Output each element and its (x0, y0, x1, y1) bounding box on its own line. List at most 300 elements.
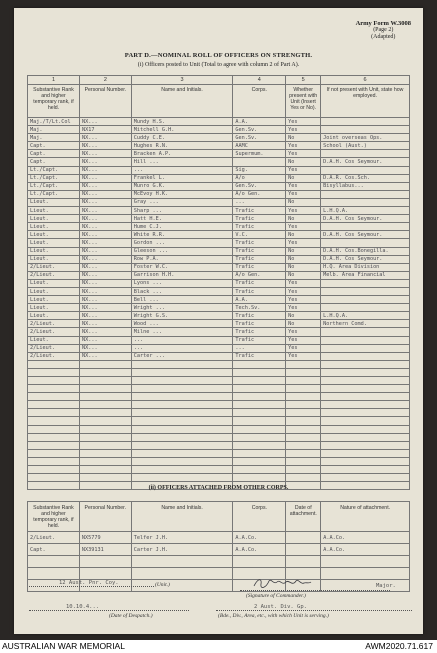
cell-personal-number: NX... (79, 182, 131, 190)
cell-personal-number: NX... (79, 231, 131, 239)
cell-present: No (286, 215, 321, 223)
header-corps: Corps. (233, 85, 286, 118)
cell-present: No (286, 320, 321, 328)
officer-row (28, 158, 410, 166)
cell-name: Bell ... (131, 296, 233, 304)
blank-cell (321, 393, 410, 401)
officers-on-strength-table (27, 75, 410, 490)
officer-row (28, 344, 410, 352)
officer-row (28, 328, 410, 336)
cell-personal-number: NX... (79, 174, 131, 182)
form-page: (Page 2) (373, 27, 394, 33)
attached-cell (321, 568, 410, 580)
cell-name: ... (131, 166, 233, 174)
attached-header-nature: Nature of attachment. (321, 502, 410, 532)
cell-name: Mitchell G.H. (131, 126, 233, 134)
officer-row (28, 182, 410, 190)
cell-present: Yes (286, 190, 321, 198)
blank-cell (286, 457, 321, 465)
blank-cell (28, 377, 80, 385)
blank-cell (79, 377, 131, 385)
blank-cell (233, 360, 286, 368)
cell-present: No (286, 247, 321, 255)
attached-cell: A.A.Co. (321, 532, 410, 544)
blank-cell (286, 466, 321, 474)
attached-cell: 2/Lieut. (28, 532, 80, 544)
header-rank: Substantive Rank and higher temporary rank, if held. (28, 85, 80, 118)
blank-cell (28, 441, 80, 449)
officer-row (28, 239, 410, 247)
cell-name: White R.R. (131, 231, 233, 239)
cell-personal-number: NX... (79, 304, 131, 312)
blank-cell (28, 474, 80, 482)
blank-row (28, 417, 410, 425)
cell-personal-number: NX... (79, 223, 131, 231)
cell-present: Yes (286, 296, 321, 304)
cell-name: Garrison H.H. (131, 271, 233, 279)
column-number-row (28, 76, 410, 85)
blank-cell (233, 449, 286, 457)
blank-cell (131, 441, 233, 449)
cell-personal-number: NX... (79, 263, 131, 271)
cell-name: Wood ... (131, 320, 233, 328)
header-present: Whether present with Unit (Insert Yes or No). (286, 85, 321, 118)
attached-cell (28, 568, 80, 580)
cell-employment (321, 336, 410, 344)
cell-rank: Maj. (28, 134, 80, 142)
officer-row (28, 304, 410, 312)
attached-cell: A.A.Co. (233, 532, 286, 544)
cell-personal-number: NX... (79, 158, 131, 166)
blank-cell (131, 474, 233, 482)
blank-cell (286, 441, 321, 449)
col-num: 4 (233, 76, 286, 85)
cell-rank: Lieut. (28, 223, 80, 231)
blank-row (28, 409, 410, 417)
blank-cell (321, 425, 410, 433)
attached-officer-row (28, 532, 410, 544)
blank-row (28, 425, 410, 433)
cell-employment: Bisyllabus... (321, 182, 410, 190)
cell-corps: Supermum. (233, 150, 286, 158)
cell-employment (321, 287, 410, 295)
attached-cell: Carter J.H. (131, 544, 233, 556)
cell-employment: Melb. Area Financial (321, 271, 410, 279)
cell-employment: Northern Comd. (321, 320, 410, 328)
blank-cell (286, 385, 321, 393)
cell-corps (233, 158, 286, 166)
blank-cell (79, 401, 131, 409)
blank-cell (28, 368, 80, 376)
cell-present: Yes (286, 287, 321, 295)
blank-cell (233, 425, 286, 433)
officer-row (28, 247, 410, 255)
blank-row (28, 449, 410, 457)
cell-personal-number: NX... (79, 150, 131, 158)
cell-corps: Trafic (233, 207, 286, 215)
document-page (14, 8, 423, 634)
cell-name: Row P.A. (131, 255, 233, 263)
cell-rank: Lieut. (28, 215, 80, 223)
attached-cell: Telfer J.H. (131, 532, 233, 544)
attached-header-personal-number: Personal Number. (79, 502, 131, 532)
cell-corps: Trafic (233, 312, 286, 320)
cell-name: Carter ... (131, 352, 233, 360)
blank-cell (28, 393, 80, 401)
cell-employment (321, 166, 410, 174)
cell-employment: H.Q. Area Division (321, 263, 410, 271)
cell-present: No (286, 134, 321, 142)
blank-cell (28, 409, 80, 417)
blank-cell (28, 449, 80, 457)
unit-line (29, 586, 154, 587)
blank-cell (79, 385, 131, 393)
cell-present: Yes (286, 118, 321, 126)
despatch-line (29, 610, 189, 611)
blank-cell (233, 368, 286, 376)
cell-employment: D.A.R. Cos.Sch. (321, 174, 410, 182)
attached-cell (286, 556, 321, 568)
formation-line (216, 610, 412, 611)
cell-corps: A.A. (233, 296, 286, 304)
col-num: 6 (321, 76, 410, 85)
cell-personal-number: NX... (79, 336, 131, 344)
cell-employment (321, 198, 410, 206)
attached-cell: Capt. (28, 544, 80, 556)
cell-corps: A/o Gen. (233, 190, 286, 198)
blank-cell (286, 417, 321, 425)
cell-name: Gleeson ... (131, 247, 233, 255)
cell-rank: Maj. (28, 126, 80, 134)
blank-cell (79, 417, 131, 425)
blank-cell (233, 385, 286, 393)
cell-present: Yes (286, 352, 321, 360)
cell-personal-number: NX... (79, 166, 131, 174)
blank-cell (321, 433, 410, 441)
officer-row (28, 279, 410, 287)
col-num: 3 (131, 76, 233, 85)
header-name: Name and Initials. (131, 85, 233, 118)
cell-employment (321, 328, 410, 336)
blank-cell (321, 466, 410, 474)
cell-rank: 2/Lieut. (28, 344, 80, 352)
attached-cell (79, 568, 131, 580)
cell-name: Black ... (131, 287, 233, 295)
cell-personal-number: NX... (79, 118, 131, 126)
cell-name: ... (131, 336, 233, 344)
formation-label: (Bde., Div., Area, etc., with which Unit is serving.) (218, 613, 329, 619)
cell-rank: Lieut. (28, 296, 80, 304)
blank-cell (131, 385, 233, 393)
blank-cell (321, 368, 410, 376)
cell-present: Yes (286, 344, 321, 352)
blank-cell (321, 441, 410, 449)
cell-present: Yes (286, 150, 321, 158)
blank-row (28, 474, 410, 482)
cell-corps: Trafic (233, 215, 286, 223)
cell-present: No (286, 198, 321, 206)
cell-present: Yes (286, 166, 321, 174)
attached-officer-row (28, 556, 410, 568)
attached-officer-row (28, 568, 410, 580)
cell-corps: Trafic (233, 336, 286, 344)
attached-cell (321, 556, 410, 568)
cell-present: Yes (286, 239, 321, 247)
cell-employment (321, 118, 410, 126)
caption-source: AUSTRALIAN WAR MEMORIAL (2, 641, 125, 651)
cell-present: No (286, 174, 321, 182)
cell-employment: School (Aust.) (321, 142, 410, 150)
blank-cell (321, 360, 410, 368)
blank-cell (28, 401, 80, 409)
formation-value: 2 Aust. Div. Gp. (254, 604, 307, 610)
officer-row (28, 190, 410, 198)
blank-cell (28, 425, 80, 433)
cell-rank: Lt./Capt. (28, 182, 80, 190)
cell-employment (321, 344, 410, 352)
blank-cell (286, 449, 321, 457)
cell-employment (321, 239, 410, 247)
blank-cell (131, 368, 233, 376)
unit-value: 12 Aust. Pnr. Coy. (59, 580, 119, 586)
cell-corps: Sig. (233, 166, 286, 174)
cell-rank: Lt./Capt. (28, 174, 80, 182)
blank-row (28, 393, 410, 401)
blank-cell (79, 368, 131, 376)
blank-cell (28, 417, 80, 425)
officer-row (28, 207, 410, 215)
cell-corps: AAMC (233, 142, 286, 150)
cell-employment (321, 304, 410, 312)
blank-cell (79, 457, 131, 465)
cell-present: Yes (286, 223, 321, 231)
cell-employment (321, 223, 410, 231)
blank-cell (79, 360, 131, 368)
cell-name: Mundy H.S. (131, 118, 233, 126)
blank-cell (79, 425, 131, 433)
cell-present: Yes (286, 304, 321, 312)
officer-row (28, 336, 410, 344)
officer-row (28, 142, 410, 150)
attached-cell (79, 556, 131, 568)
cell-corps: Trafic (233, 279, 286, 287)
attached-cell (286, 544, 321, 556)
cell-employment (321, 352, 410, 360)
cell-rank: Capt. (28, 158, 80, 166)
cell-employment: D.A.H. Cos Seymour. (321, 215, 410, 223)
cell-name: Gordon ... (131, 239, 233, 247)
cell-rank: Lieut. (28, 231, 80, 239)
cell-personal-number: NX... (79, 207, 131, 215)
attached-header-date: Date of attachment. (286, 502, 321, 532)
cell-personal-number: NX... (79, 271, 131, 279)
cell-name: Hill ... (131, 158, 233, 166)
cell-corps: Trafic (233, 239, 286, 247)
cell-employment (321, 190, 410, 198)
cell-employment: L.H.Q.A. (321, 312, 410, 320)
cell-rank: Capt. (28, 142, 80, 150)
cell-present: No (286, 158, 321, 166)
cell-rank: Lieut. (28, 279, 80, 287)
cell-personal-number: NX... (79, 344, 131, 352)
cell-employment (321, 279, 410, 287)
attached-cell: A.A.Co. (233, 544, 286, 556)
attached-header-rank: Substantive Rank and higher temporary rank, if held. (28, 502, 80, 532)
blank-cell (286, 377, 321, 385)
blank-cell (79, 409, 131, 417)
part-subtitle: (i) Officers posted to Unit (Total to agree with column 2 of Part A). (137, 62, 300, 68)
officer-row (28, 126, 410, 134)
blank-cell (286, 433, 321, 441)
blank-cell (321, 409, 410, 417)
cell-corps: Trafic (233, 287, 286, 295)
blank-cell (131, 417, 233, 425)
cell-name: Hatt H.E. (131, 215, 233, 223)
officer-row (28, 312, 410, 320)
header-personal-number: Personal Number. (79, 85, 131, 118)
cell-personal-number: NX... (79, 215, 131, 223)
blank-row (28, 457, 410, 465)
attached-officer-row (28, 544, 410, 556)
officer-row (28, 134, 410, 142)
cell-present: Yes (286, 328, 321, 336)
cell-present: No (286, 231, 321, 239)
attached-cell (286, 532, 321, 544)
cell-name: Hughes R.N. (131, 142, 233, 150)
blank-cell (233, 466, 286, 474)
blank-cell (131, 401, 233, 409)
blank-cell (131, 360, 233, 368)
blank-cell (321, 457, 410, 465)
cell-corps: V.C. (233, 231, 286, 239)
attached-header-row (28, 502, 410, 532)
caption-accession: AWM2020.71.617 (365, 641, 433, 651)
blank-cell (28, 457, 80, 465)
cell-rank: 2/Lieut. (28, 271, 80, 279)
cell-rank: Lt./Capt. (28, 166, 80, 174)
cell-corps: Trafic (233, 320, 286, 328)
cell-employment: D.A.H. Cos Seymour. (321, 231, 410, 239)
blank-cell (233, 409, 286, 417)
cell-name: Frankel L. (131, 174, 233, 182)
cell-rank: Lieut. (28, 255, 80, 263)
blank-cell (233, 417, 286, 425)
cell-rank: Lt./Capt. (28, 190, 80, 198)
blank-cell (321, 449, 410, 457)
blank-cell (286, 401, 321, 409)
blank-cell (131, 433, 233, 441)
col-num: 5 (286, 76, 321, 85)
cell-corps: A/o Gen. (233, 271, 286, 279)
blank-cell (233, 457, 286, 465)
blank-cell (131, 449, 233, 457)
cell-corps: A.A. (233, 118, 286, 126)
cell-employment (321, 150, 410, 158)
cell-corps: Gen.Sv. (233, 134, 286, 142)
blank-cell (321, 377, 410, 385)
cell-personal-number: NX... (79, 296, 131, 304)
cell-employment (321, 296, 410, 304)
commander-signature (252, 576, 312, 590)
blank-cell (79, 449, 131, 457)
officer-row (28, 352, 410, 360)
unit-label: (Unit.) (155, 582, 170, 588)
cell-rank: Lieut. (28, 304, 80, 312)
cell-rank: Lieut. (28, 287, 80, 295)
blank-row (28, 441, 410, 449)
attached-cell (233, 556, 286, 568)
commander-rank: Major. (376, 583, 396, 589)
officer-row (28, 296, 410, 304)
cell-name: Sharp ... (131, 207, 233, 215)
cell-rank: Lieut. (28, 239, 80, 247)
blank-row (28, 401, 410, 409)
officer-row (28, 166, 410, 174)
cell-present: Yes (286, 142, 321, 150)
cell-employment: D.A.H. Cos Seymour. (321, 158, 410, 166)
cell-personal-number: NX... (79, 320, 131, 328)
cell-personal-number: NX... (79, 352, 131, 360)
cell-corps: Gen.Sv. (233, 182, 286, 190)
attached-cell: A.A.Co. (321, 544, 410, 556)
blank-cell (286, 368, 321, 376)
cell-corps: Trafic (233, 352, 286, 360)
blank-cell (286, 474, 321, 482)
officer-row (28, 271, 410, 279)
cell-name: McEvoy H.K. (131, 190, 233, 198)
cell-personal-number: NX... (79, 134, 131, 142)
blank-row (28, 433, 410, 441)
blank-cell (28, 466, 80, 474)
officer-row (28, 215, 410, 223)
blank-row (28, 385, 410, 393)
cell-rank: Capt. (28, 150, 80, 158)
section2-title: (ii) OFFICERS ATTACHED FROM OTHER CORPS. (148, 485, 289, 491)
blank-row (28, 377, 410, 385)
column-header-row (28, 85, 410, 118)
cell-name: Hume C.J. (131, 223, 233, 231)
cell-name: Lyons ... (131, 279, 233, 287)
cell-rank: Maj./T/Lt.Col (28, 118, 80, 126)
cell-corps: A/o (233, 174, 286, 182)
cell-personal-number: NX... (79, 190, 131, 198)
cell-rank: Lieut. (28, 312, 80, 320)
attached-officers-table (27, 501, 410, 592)
blank-cell (131, 393, 233, 401)
cell-present: Yes (286, 279, 321, 287)
attached-cell: NX39131 (79, 544, 131, 556)
blank-cell (233, 401, 286, 409)
cell-corps: Trafic (233, 255, 286, 263)
officer-row (28, 263, 410, 271)
attached-cell (28, 556, 80, 568)
col-num: 1 (28, 76, 80, 85)
cell-personal-number: NX... (79, 247, 131, 255)
officer-row (28, 255, 410, 263)
blank-cell (131, 466, 233, 474)
cell-name: Foster W.C. (131, 263, 233, 271)
officer-row (28, 118, 410, 126)
blank-cell (233, 393, 286, 401)
cell-present: Yes (286, 126, 321, 134)
officer-row (28, 223, 410, 231)
blank-row (28, 466, 410, 474)
cell-personal-number: NX... (79, 287, 131, 295)
cell-rank: Lieut. (28, 336, 80, 344)
cell-employment (321, 126, 410, 134)
cell-name: Wright G.S. (131, 312, 233, 320)
attached-cell (131, 568, 233, 580)
